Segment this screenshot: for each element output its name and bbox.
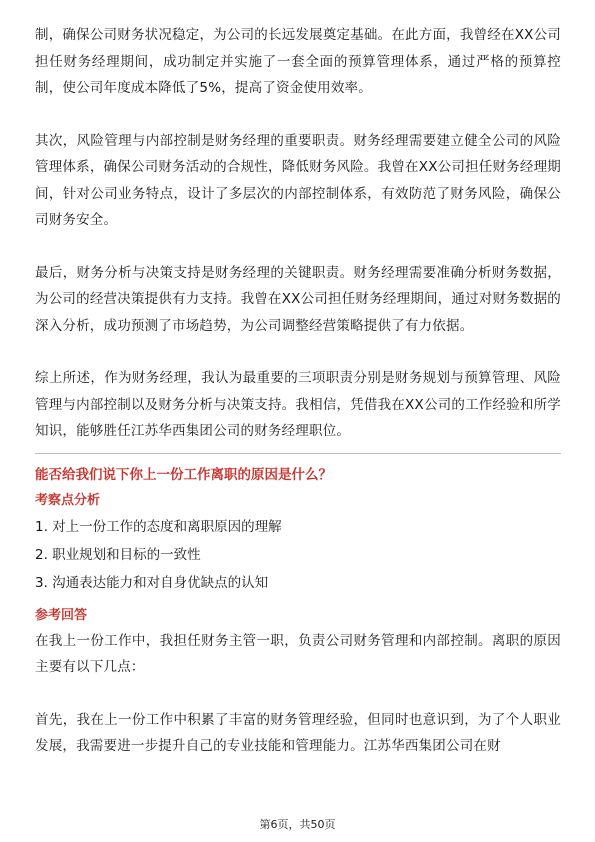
body-paragraph: 制，确保公司财务状况稳定，为公司的长远发展奠定基础。在此方面，我曾经在XX公司担任财务经理期间，成功制定并实施了一套全面的预算管理体系，通过严格的预算控制，使公司年度成本降低了5%，提高了资金使用效率。 [35, 27, 561, 96]
analysis-item: 2. 职业规划和目标的一致性 [35, 546, 201, 563]
body-paragraph: 最后，财务分析与决策支持是财务经理的关键职责。财务经理需要准确分析财务数据，为公司的经营决策提供有力支持。我曾在XX公司担任财务经理期间，通过对财务数据的深入分析，成功预测了市场趋势，为公司调整经营策略提供了有力依据。 [35, 264, 561, 334]
interview-question: 能否给我们说下你上一份工作离职的原因是什么？ [35, 466, 332, 483]
analysis-item: 1. 对上一份工作的态度和离职原因的理解 [35, 518, 282, 535]
analysis-heading: 考察点分析 [35, 492, 101, 508]
document-page [35, 22, 561, 760]
section-divider [35, 453, 561, 454]
body-paragraph: 综上所述，作为财务经理，我认为最重要的三项职责分别是财务规划与预算管理、风险管理与内部控制以及财务分析与决策支持。我相信，凭借我在XX公司的工作经验和所学知识，能够胜任江苏华西集团公司的财务经理职位。 [35, 370, 561, 439]
body-paragraph: 其次，风险管理与内部控制是财务经理的重要职责。财务经理需要建立健全公司的风险管理体系，确保公司财务活动的合规性，降低财务风险。我曾在XX公司担任财务经理期间，针对公司业务特点，设计了多层次的内部控制体系，有效防范了财务风险，确保公司财务安全。 [35, 132, 561, 228]
page-number: 第6页，共50页 [259, 818, 336, 831]
answer-paragraph: 在我上一份工作中，我担任财务主管一职，负责公司财务管理和内部控制。离职的原因主要有以下几点： [35, 632, 561, 675]
analysis-item: 3. 沟通表达能力和对自身优缺点的认知 [35, 574, 269, 591]
answer-paragraph: 首先，我在上一份工作中积累了丰富的财务管理经验，但同时也意识到，为了个人职业发展，我需要进一步提升自己的专业技能和管理能力。江苏华西集团公司在财 [35, 711, 561, 754]
answer-heading: 参考回答 [35, 607, 88, 623]
